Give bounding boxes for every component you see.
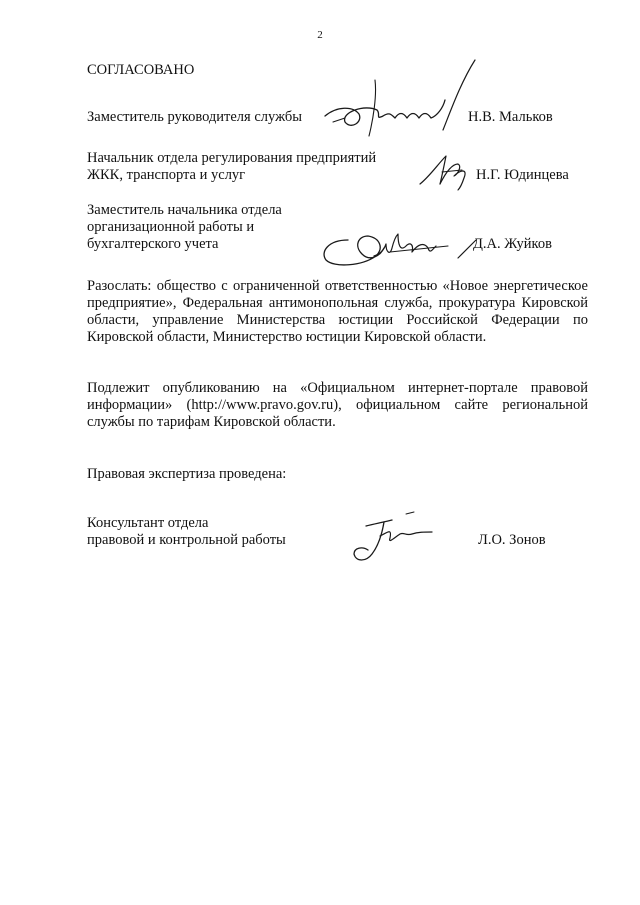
distribution-paragraph: Разослать: общество с ограниченной ответственностью «Новое энергетическое предприятие», Федеральная антимонопольная служба, прокуратура Кировской области, управление Министерства юстиции Российской Федерации по Кировской области, Министерство юстиции Кировской области. xyxy=(87,278,588,345)
approver-1-position xyxy=(87,109,302,126)
approver-1-name: Н.В. Мальков xyxy=(468,109,553,125)
approver-1-signature xyxy=(325,60,475,140)
legal-review-position xyxy=(87,515,286,549)
approver-3-position-line: организационной работы и xyxy=(87,219,255,235)
legal-review-position-line: правовой и контрольной работы xyxy=(87,532,286,548)
legal-review-heading: Правовая экспертиза проведена: xyxy=(87,466,287,482)
approver-3-position xyxy=(87,202,282,253)
approver-2-name: Н.Г. Юдинцева xyxy=(476,167,569,183)
approver-3-position-line: бухгалтерского учета xyxy=(87,236,219,252)
approval-heading: СОГЛАСОВАНО xyxy=(87,62,195,78)
approver-2-position xyxy=(87,150,376,184)
legal-review-position-line: Консультант отдела xyxy=(87,515,209,531)
approver-2-position-line: Начальник отдела регулирования предприятий xyxy=(87,150,377,166)
approver-3-signature xyxy=(318,226,478,270)
publication-paragraph: Подлежит опубликованию на «Официальном интернет-портале правовой информации» (http://www.pravo.gov.ru), официальном сайте региональной службы по тарифам Кировской области. xyxy=(87,380,588,430)
approver-2-position-line: ЖКК, транспорта и услуг xyxy=(87,167,246,183)
approver-3-position-line: Заместитель начальника отдела xyxy=(87,202,282,218)
legal-review-signature xyxy=(352,512,432,568)
approver-2-signature xyxy=(418,150,478,190)
approver-1-position-line: Заместитель руководителя службы xyxy=(87,109,303,125)
legal-review-name: Л.О. Зонов xyxy=(478,532,546,548)
approver-3-name: Д.А. Жуйков xyxy=(473,236,552,252)
page-number: 2 xyxy=(317,29,323,41)
